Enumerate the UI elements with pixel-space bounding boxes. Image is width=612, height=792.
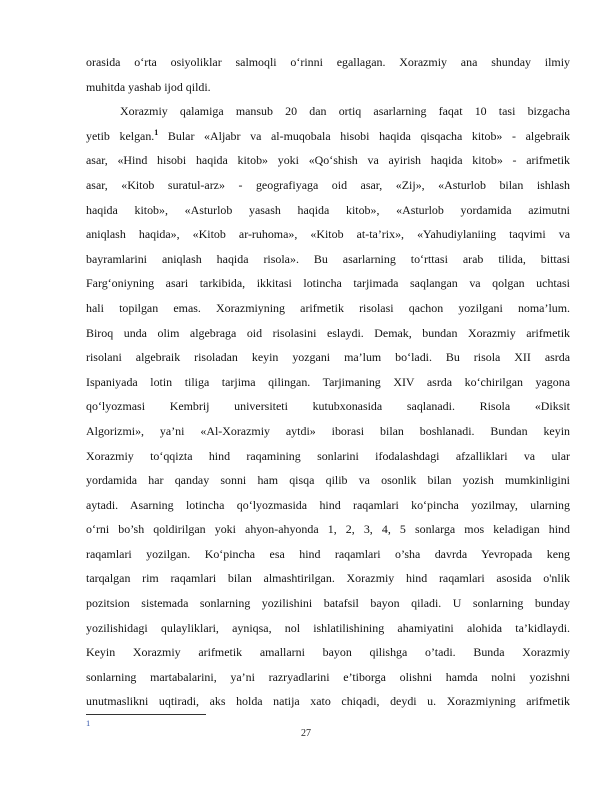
page-number: 27 (301, 728, 311, 739)
text-line: muhitda yashab ijod qildi. (86, 79, 211, 94)
footnote-divider (86, 714, 206, 715)
text-line: Xorazmiy qalamiga mansub 20 dan ortiq asarlarning faqat 10 tasi bizgacha (120, 104, 570, 119)
text-line: Algorizmi», ya’ni «Al-Xorazmiy aytdi» iborasi bilan boshlanadi. Bundan keyin (86, 423, 570, 438)
text-segment: yetib kelgan. (86, 128, 155, 143)
text-line: risolani algebraik risoladan keyin yozgani ma’lum bo‘ladi. Bu risola XII asrda (86, 350, 570, 365)
text-line: raqamlari yozilgan. Ko‘pincha esa hind raqamlari o’sha davrda Yevropada keng (86, 546, 570, 561)
text-line: pozitsion sistemada sonlarning yozilishini batafsil bayon qiladi. U sonlarning bunday (86, 596, 570, 611)
body-text (86, 50, 570, 714)
text-segment: Bular «Aljabr va al-muqobala hisobi haqida qisqacha kitob» - algebraik (158, 128, 570, 143)
text-line: Keyin Xorazmiy arifmetik amallarni bayon qilishga o’tadi. Bunda Xorazmiy (86, 645, 570, 660)
text-line: Biroq unda olim algebraga oid risolasini eslaydi. Demak, bundan Xorazmiy arifmetik (86, 325, 570, 340)
text-line: haqida kitob», «Asturlob yasash haqida kitob», «Asturlob yordamida azimutni (86, 202, 570, 217)
text-line: aytadi. Asarning lotincha qo‘lyozmasida hind raqamlari ko‘pincha yozilmay, ularning (86, 497, 570, 512)
text-line: yozilishidagi qulayliklari, ayniqsa, nol ishlatilishining ahamiyatini alohida ta’kidlaydi. (86, 620, 570, 635)
text-line: Farg‘oniyning asari tarkibida, ikkitasi lotincha tarjimada saqlangan va qolgan uchtasi (86, 276, 570, 291)
text-line-with-footnote (86, 124, 570, 149)
text-line: bayramlarini aniqlash haqida risola». Bu asarlarning to‘rttasi arab tilida, bittasi (86, 251, 570, 266)
text-line: aniqlash haqida», «Kitob ar-ruhoma», «Kitob at-ta’rix», «Yahudiylaniing taqvimi va (86, 227, 570, 242)
text-line: asar, «Kitob suratul-arz» - geografiyaga oid asar, «Zij», «Asturlob bilan ishlash (86, 177, 570, 192)
text-line: unutmaslikni uqtiradi, aks holda natija xato chiqadi, deydi u. Xorazmiyning arifmetik (86, 694, 570, 709)
footnote-mark[interactable]: 1 (86, 718, 91, 728)
text-line: orasida o‘rta osiyoliklar salmoqli o‘rinni egallagan. Xorazmiy ana shunday ilmiy (86, 55, 570, 69)
text-line: sonlarning martabalarini, ya’ni razryadlarini e’tiborga olishni hamda nolni yozishni (86, 669, 570, 684)
text-line: tarqalgan rim raqamlari bilan almashtirilgan. Xorazmiy hind raqamlari asosida o'nlik (86, 571, 570, 586)
text-line: qo‘lyozmasi Kembrij universiteti kutubxonasida saqlanadi. Risola «Diksit (86, 399, 570, 414)
text-line: o‘rni bo’sh qoldirilgan yoki ahyon-ahyonda 1, 2, 3, 4, 5 sonlarga mos keladigan hind (86, 522, 570, 537)
text-line: asar, «Hind hisobi haqida kitob» yoki «Qo‘shish va ayirish haqida kitob» - arifmetik (86, 153, 570, 168)
text-line: yordamida har qanday sonni ham qisqa qilib va osonlik bilan yozish mumkinligini (86, 473, 570, 488)
text-line: hali topilgan emas. Xorazmiyning arifmetik risolasi qachon yozilgani noma’lum. (86, 300, 570, 315)
text-line: Ispaniyada lotin tiliga tarjima qilingan. Tarjimaning XIV asrda ko‘chirilgan yagona (86, 374, 570, 389)
text-line: Xorazmiy to‘qqizta hind raqamining sonlarini ifodalashdagi afzalliklari va ular (86, 448, 570, 463)
footnote-reference[interactable]: 1 (154, 127, 159, 137)
